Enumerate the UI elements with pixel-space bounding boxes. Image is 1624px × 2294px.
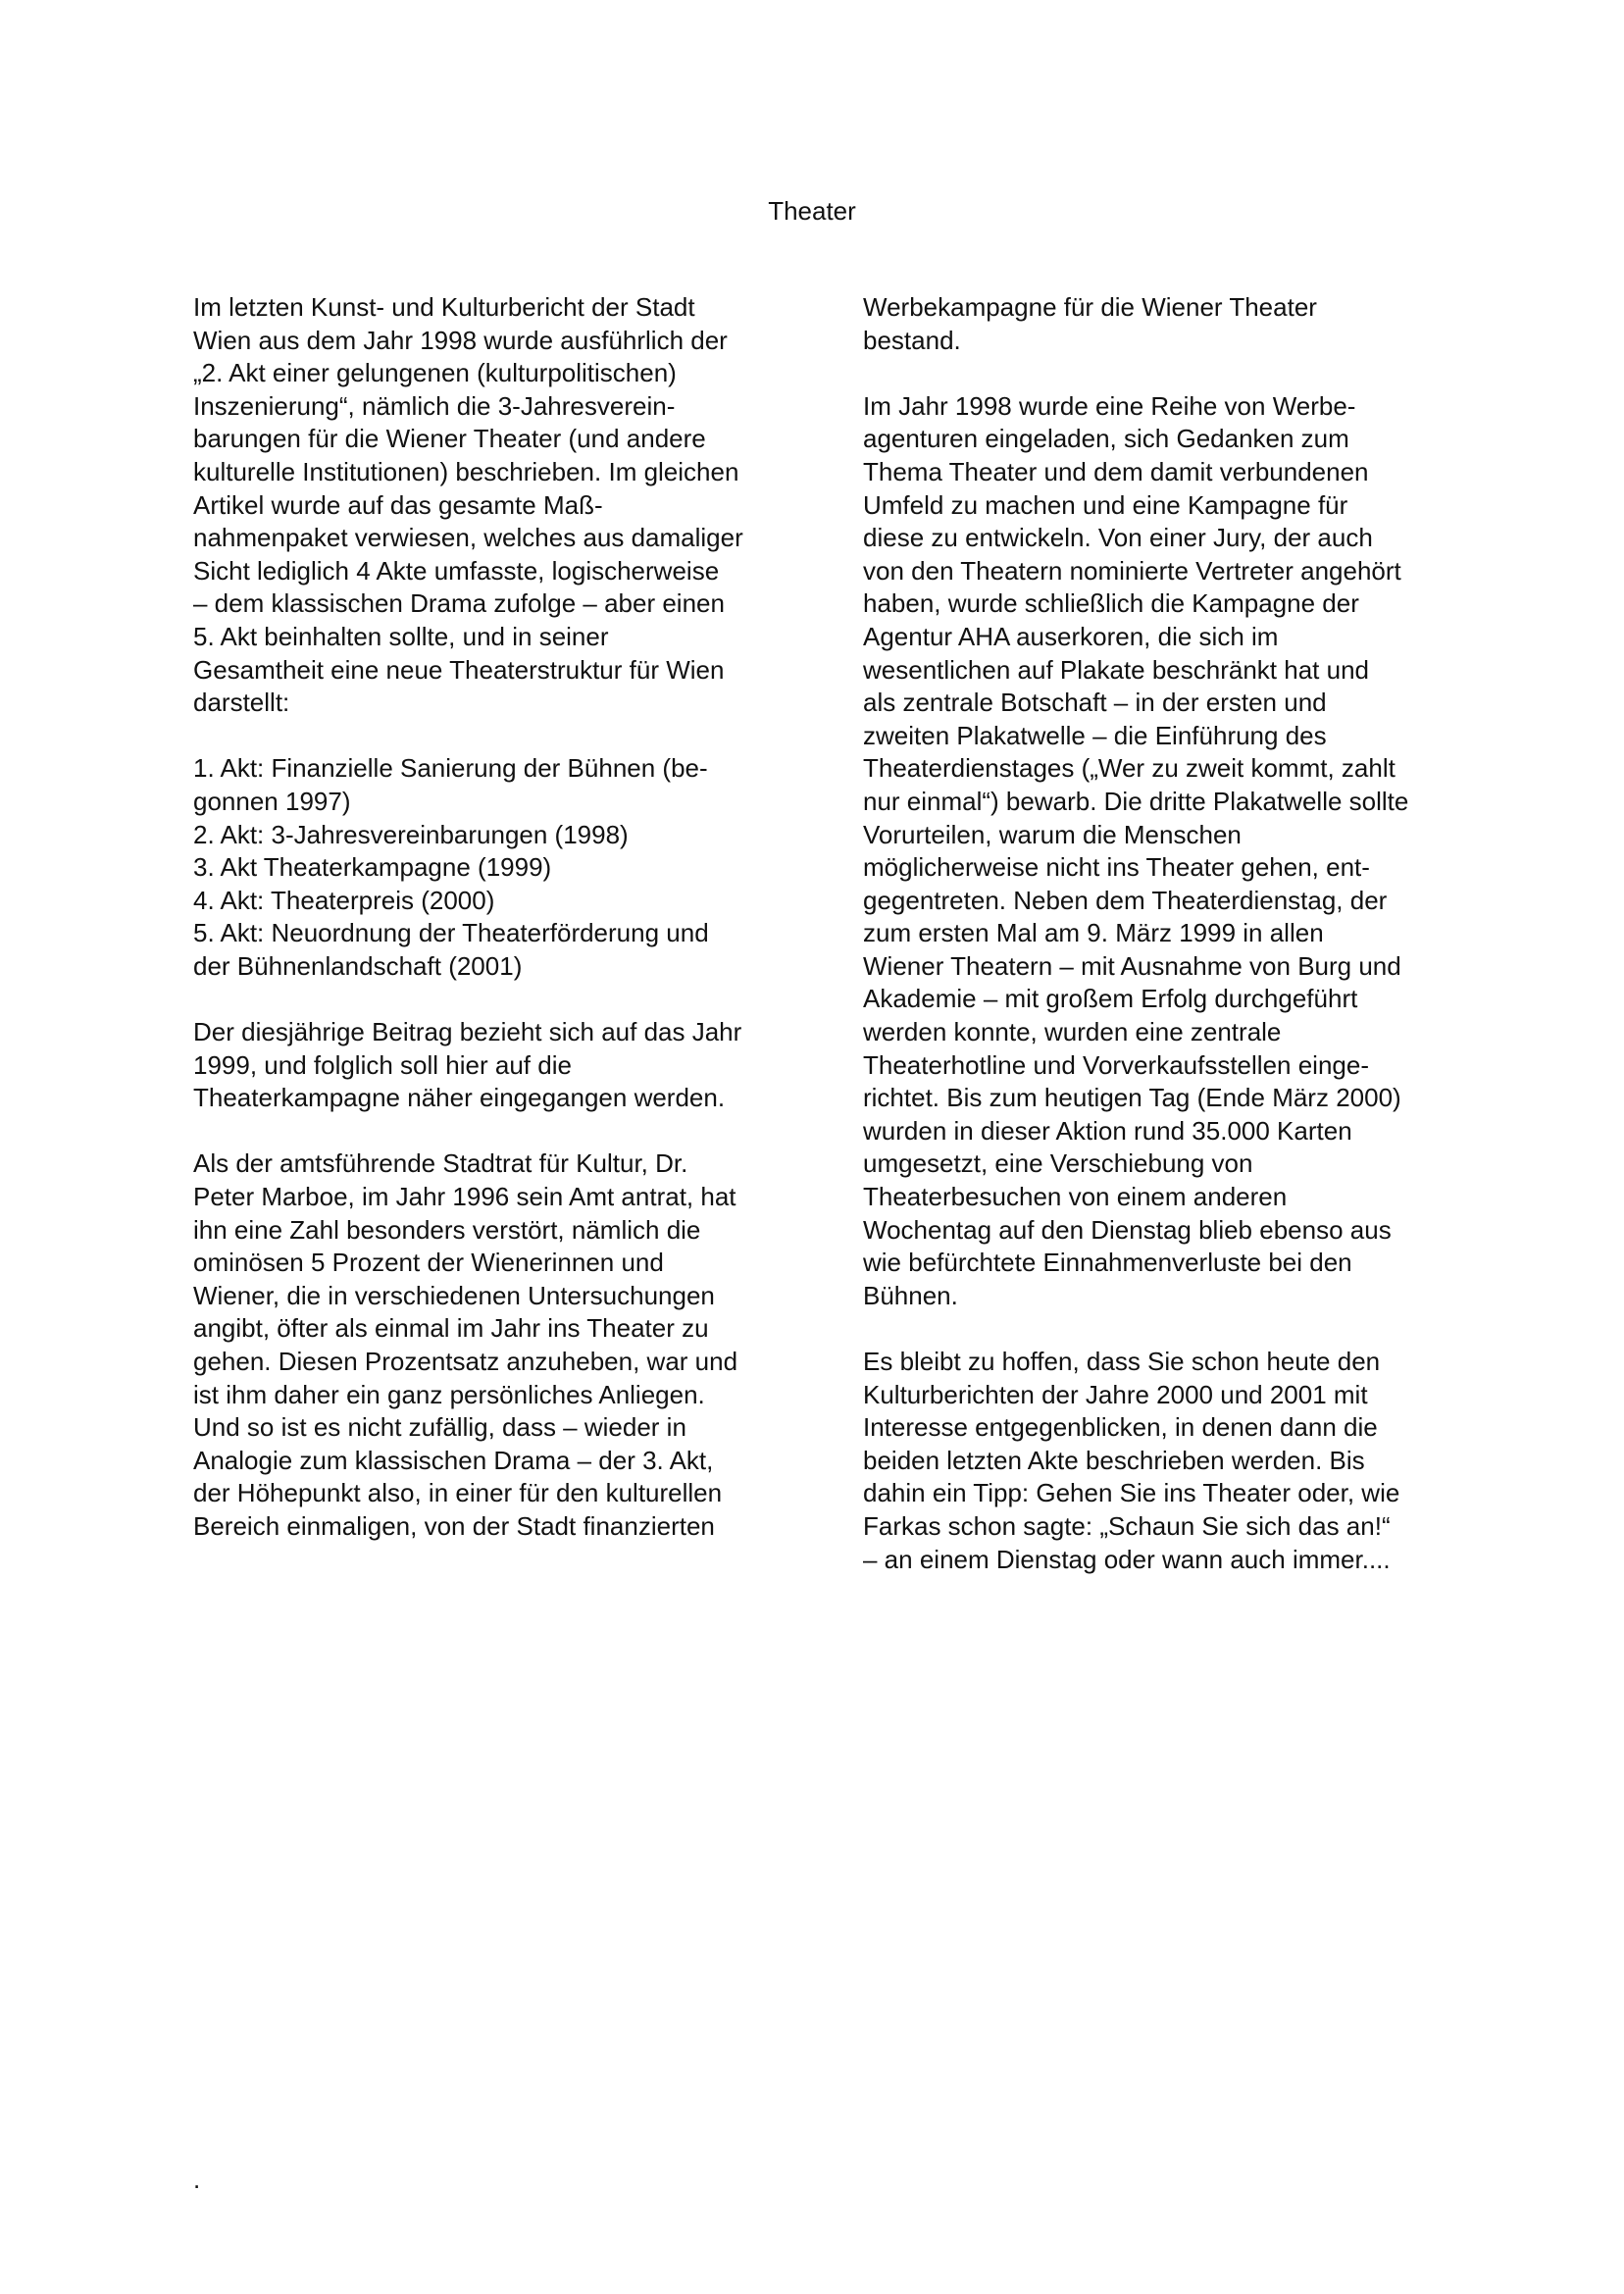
- text-line: angibt, öfter als einmal im Jahr ins Theater zu: [193, 1313, 709, 1344]
- text-line: gegentreten. Neben dem Theaterdienstag, der: [863, 885, 1388, 915]
- text-line: nahmenpaket verwiesen, welches aus damaliger: [193, 523, 743, 553]
- paragraph: [193, 1147, 782, 1543]
- text-line: Interesse entgegenblicken, in denen dann die: [863, 1412, 1378, 1443]
- text-line: der Bühnenlandschaft (2001): [193, 950, 523, 981]
- paragraph: [863, 390, 1451, 1313]
- text-line: Wien aus dem Jahr 1998 wurde ausführlich der: [193, 325, 728, 355]
- text-line: als zentrale Botschaft – in der ersten und: [863, 688, 1327, 718]
- text-line: Als der amtsführende Stadtrat für Kultur, Dr.: [193, 1148, 688, 1179]
- text-line: Theaterbesuchen von einem anderen: [863, 1182, 1288, 1212]
- text-line: darstellt:: [193, 688, 290, 718]
- text-line: wesentlichen auf Plakate beschränkt hat und: [863, 654, 1370, 685]
- text-line: Theaterkampagne näher eingegangen werden.: [193, 1083, 726, 1113]
- text-line: Akademie – mit großem Erfolg durchgeführt: [863, 984, 1358, 1014]
- text-line: von den Theatern nominierte Vertreter angehört: [863, 555, 1401, 586]
- text-line: 1. Akt: Finanzielle Sanierung der Bühnen (be-: [193, 753, 708, 784]
- text-line: 3. Akt Theaterkampagne (1999): [193, 852, 552, 883]
- text-line: kulturelle Institutionen) beschrieben. Im gleichen: [193, 456, 739, 486]
- text-line: Und so ist es nicht zufällig, dass – wieder in: [193, 1412, 686, 1443]
- text-line: haben, wurde schließlich die Kampagne der: [863, 588, 1359, 619]
- paragraph-gap: [193, 720, 782, 753]
- text-line: wie befürchtete Einnahmenverluste bei den: [863, 1248, 1352, 1278]
- paragraph: [193, 1016, 782, 1115]
- text-line: umgesetzt, eine Verschiebung von: [863, 1148, 1253, 1179]
- text-line: Umfeld zu machen und eine Kampagne für: [863, 489, 1348, 520]
- text-line: Theaterdienstages („Wer zu zweit kommt, zahlt: [863, 753, 1396, 784]
- text-line: Wochentag auf den Dienstag blieb ebenso aus: [863, 1214, 1392, 1245]
- text-line: werden konnte, wurden eine zentrale: [863, 1017, 1282, 1047]
- text-line: 2. Akt: 3-Jahresvereinbarungen (1998): [193, 819, 629, 849]
- text-line: 1999, und folglich soll hier auf die: [193, 1049, 572, 1080]
- text-line: diese zu entwickeln. Von einer Jury, der auch: [863, 523, 1373, 553]
- text-line: barungen für die Wiener Theater (und andere: [193, 424, 706, 454]
- text-line: nur einmal“) bewarb. Die dritte Plakatwelle sollte: [863, 786, 1409, 816]
- text-line: ominösen 5 Prozent der Wienerinnen und: [193, 1248, 664, 1278]
- text-line: der Höhepunkt also, in einer für den kulturellen: [193, 1478, 723, 1508]
- text-line: Wiener Theatern – mit Ausnahme von Burg und: [863, 950, 1401, 981]
- text-line: – dem klassischen Drama zufolge – aber einen: [193, 588, 725, 619]
- text-line: ihn eine Zahl besonders verstört, nämlich die: [193, 1214, 701, 1245]
- text-line: wurden in dieser Aktion rund 35.000 Karten: [863, 1115, 1352, 1146]
- text-line: Im letzten Kunst- und Kulturbericht der Stadt: [193, 292, 695, 322]
- text-line: ist ihm daher ein ganz persönliches Anliegen.: [193, 1379, 705, 1409]
- text-line: Der diesjährige Beitrag bezieht sich auf das Jahr: [193, 1017, 742, 1047]
- text-line: Wiener, die in verschiedenen Untersuchungen: [193, 1280, 715, 1310]
- footer-mark: .: [193, 2165, 201, 2194]
- paragraph: [863, 1346, 1451, 1576]
- text-line: Agentur AHA auserkoren, die sich im: [863, 621, 1279, 651]
- paragraph-gap: [193, 1115, 782, 1148]
- text-line: möglicherweise nicht ins Theater gehen, ent-: [863, 852, 1370, 883]
- paragraph: [193, 752, 782, 983]
- text-line: agenturen eingeladen, sich Gedanken zum: [863, 424, 1349, 454]
- left-text-column: [193, 291, 782, 1544]
- text-line: beiden letzten Akte beschrieben werden. Bis: [863, 1445, 1365, 1475]
- text-line: gonnen 1997): [193, 786, 351, 816]
- text-line: Peter Marboe, im Jahr 1996 sein Amt antrat, hat: [193, 1182, 736, 1212]
- text-line: Gesamtheit eine neue Theaterstruktur für Wien: [193, 654, 725, 685]
- text-line: Theaterhotline und Vorverkaufsstellen einge-: [863, 1049, 1369, 1080]
- text-line: zweiten Plakatwelle – die Einführung des: [863, 720, 1327, 750]
- paragraph-gap: [863, 1312, 1451, 1346]
- text-line: – an einem Dienstag oder wann auch immer....: [863, 1544, 1391, 1574]
- text-line: Bereich einmaligen, von der Stadt finanzierten: [193, 1510, 715, 1541]
- text-line: Im Jahr 1998 wurde eine Reihe von Werbe-: [863, 390, 1356, 421]
- text-line: Werbekampagne für die Wiener Theater: [863, 292, 1317, 322]
- page-title: Theater: [768, 196, 856, 226]
- text-line: Kulturberichten der Jahre 2000 und 2001 mit: [863, 1379, 1368, 1409]
- text-line: Farkas schon sagte: „Schaun Sie sich das an!“: [863, 1510, 1391, 1541]
- text-line: zum ersten Mal am 9. März 1999 in allen: [863, 918, 1324, 948]
- text-line: Sicht lediglich 4 Akte umfasste, logischerweise: [193, 555, 720, 586]
- paragraph: [863, 291, 1451, 357]
- text-line: 5. Akt beinhalten sollte, und in seiner: [193, 621, 609, 651]
- paragraph: [193, 291, 782, 720]
- right-text-column: [863, 291, 1451, 1576]
- text-line: Analogie zum klassischen Drama – der 3. Akt,: [193, 1445, 714, 1475]
- text-line: Inszenierung“, nämlich die 3-Jahresverein-: [193, 390, 676, 421]
- text-line: Artikel wurde auf das gesamte Maß-: [193, 489, 603, 520]
- text-line: Vorurteilen, warum die Menschen: [863, 819, 1242, 849]
- text-line: Es bleibt zu hoffen, dass Sie schon heute den: [863, 1347, 1381, 1376]
- text-line: bestand.: [863, 325, 961, 355]
- paragraph-gap: [863, 357, 1451, 390]
- text-line: dahin ein Tipp: Gehen Sie ins Theater oder, wie: [863, 1478, 1400, 1508]
- text-line: richtet. Bis zum heutigen Tag (Ende März 2000): [863, 1083, 1401, 1113]
- text-line: 5. Akt: Neuordnung der Theaterförderung und: [193, 918, 709, 948]
- text-line: Bühnen.: [863, 1280, 958, 1310]
- text-line: 4. Akt: Theaterpreis (2000): [193, 885, 495, 915]
- text-line: gehen. Diesen Prozentsatz anzuheben, war und: [193, 1347, 738, 1376]
- text-line: „2. Akt einer gelungenen (kulturpolitischen): [193, 358, 677, 388]
- text-line: Thema Theater und dem damit verbundenen: [863, 456, 1369, 486]
- paragraph-gap: [193, 983, 782, 1016]
